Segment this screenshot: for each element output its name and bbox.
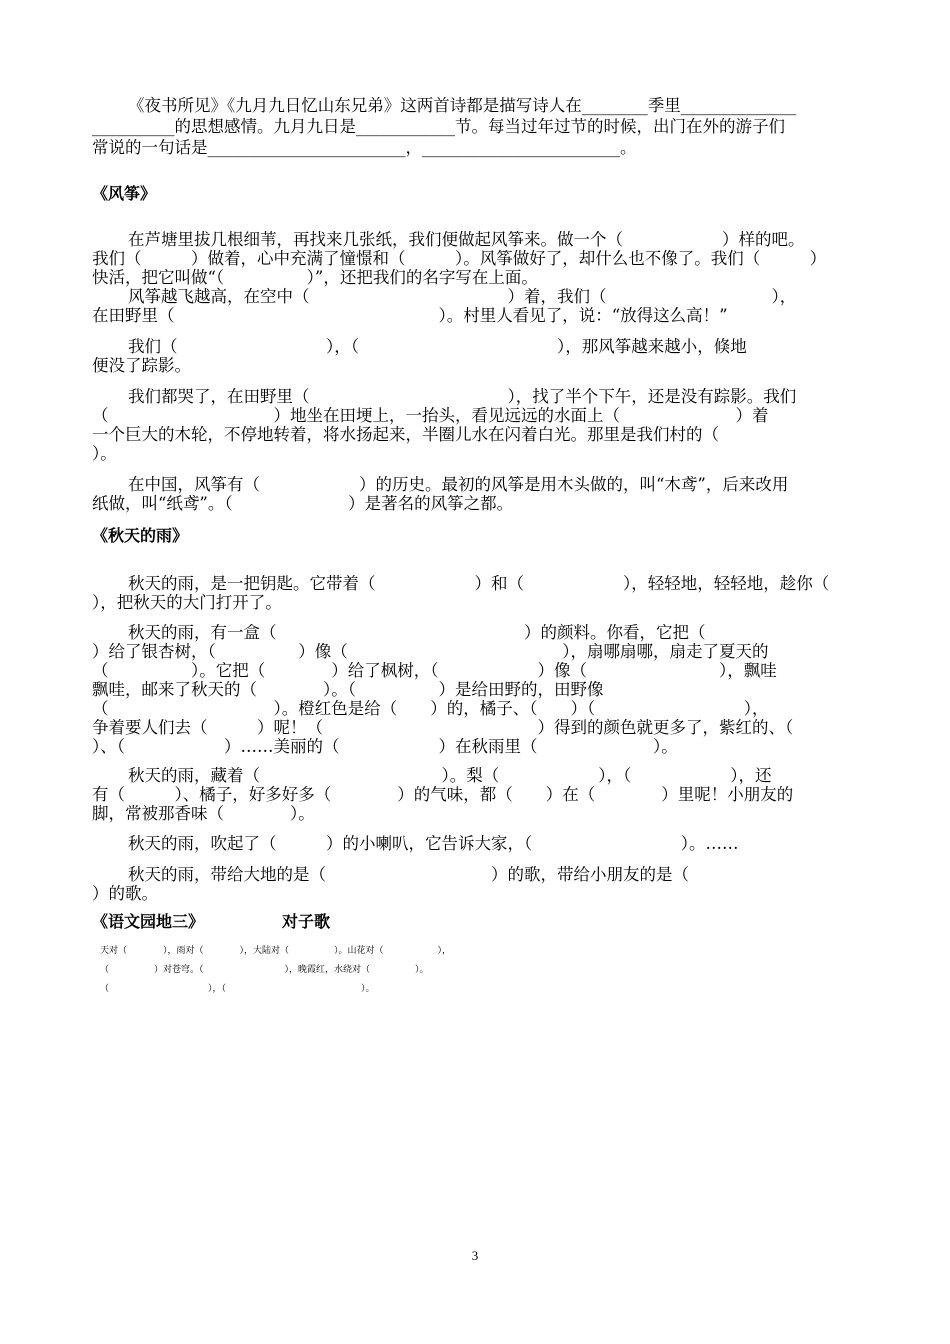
kite-line: 在田野里（ ）。村里人看见了，说：“放得这么高！” xyxy=(92,306,728,325)
rain-line: 秋天的雨，藏着（ ）。梨（ ），（ ），还 xyxy=(128,766,772,785)
section-title-autumn-rain: 《秋天的雨》 xyxy=(92,526,189,545)
page-number: 3 xyxy=(471,1248,479,1263)
rain-line: 争着要人们去（ ）呢！（ ）得到的颜色就更多了，紫红的、（ xyxy=(92,718,794,737)
rain-line: ）给了银杏树，（ ）像（ ），扇哪扇哪，扇走了夏天的 xyxy=(92,642,769,661)
kite-line: 风筝越飞越高，在空中（ ）着，我们（ ）， xyxy=(128,287,797,306)
rain-line: 飘哇，邮来了秋天的（ ）。（ ）是给田野的，田野像 xyxy=(92,680,604,699)
kite-line: 便没了踪影。 xyxy=(92,356,191,375)
intro-line: 《夜书所见》《九月九日忆山东兄弟》这两首诗都是描写诗人在________季里______________ xyxy=(128,96,797,115)
intro-line: 常说的一句话是________________________，________________________。 xyxy=(92,138,637,157)
section-title-garden: 《语文园地三》 xyxy=(92,912,205,931)
rain-line: （ ）。它把（ ）给了枫树，（ ）像（ ），飘哇 xyxy=(92,661,777,680)
intro-line: __________的思想感情。九月九日是____________节。每当过年过节的时候，出门在外的游子们 xyxy=(92,117,785,136)
rain-line: ），把秋天的大门打开了。 xyxy=(92,593,282,612)
rain-line: ）的歌。 xyxy=(92,884,158,903)
rain-line: （ ）。橙红色是给（ ）的，橘子、（ ）（ ）， xyxy=(92,699,769,718)
rain-line: 秋天的雨，吹起了（ ）的小喇叭，它告诉大家，（ ）。…… xyxy=(128,834,739,853)
kite-line: 纸做，叫“纸鸢”。（ ）是著名的风筝之都。 xyxy=(92,494,514,513)
rain-line: ）、（ ）……美丽的（ ）在秋雨里（ ）。 xyxy=(92,737,678,756)
kite-line: 一个巨大的木轮，不停地转着，将水扬起来，半圈儿水在闪着白光。那里是我们村的（ xyxy=(92,425,719,444)
rain-line: 秋天的雨，带给大地的是（ ）的歌，带给小朋友的是（ xyxy=(128,865,689,884)
couplet-line: （ ），（ ）。 xyxy=(100,984,375,994)
section-title-kite: 《风筝》 xyxy=(92,184,157,203)
section-subtitle-couplet-song: 对子歌 xyxy=(282,912,331,931)
kite-line: （ ）地坐在田埂上，一抬头，看见远远的水面上（ ）着 xyxy=(92,406,769,425)
kite-line: 我们都哭了，在田野里（ ），找了半个下午，还是没有踪影。我们 xyxy=(128,387,797,406)
kite-line: 在中国，风筝有（ ）的历史。最初的风筝是用木头做的，叫“木鸢”，后来改用 xyxy=(128,475,789,494)
couplet-line: （ ）对苍穹。（ ），晚霞红，水绕对（ ）。 xyxy=(100,965,429,975)
rain-line: 有（ ）、橘子，好多好多（ ）的气味，都（ ）在（ ）里呢！小朋友的 xyxy=(92,785,794,804)
kite-line: 快活，把它叫做“（ ）”，还把我们的名字写在上面。 xyxy=(92,268,538,287)
kite-line: 我们（ ）做着，心中充满了憧憬和（ ）。风筝做好了，却什么也不像了。我们（ ） xyxy=(92,249,827,268)
rain-line: 秋天的雨，是一把钥匙。它带着（ ）和（ ），轻轻地，轻轻地，趁你（ xyxy=(128,574,830,593)
couplet-line: 天对（ ），雨对（ ），大陆对（ ）。山花对（ ）， xyxy=(100,946,452,956)
kite-line: ）。 xyxy=(92,444,117,463)
rain-line: 脚，常被那香味（ ）。 xyxy=(92,804,315,823)
kite-line: 我们（ ），（ ），那风筝越来越小，倏地 xyxy=(128,337,747,356)
rain-line: 秋天的雨，有一盒（ ）的颜料。你看，它把（ xyxy=(128,623,706,642)
kite-line: 在芦塘里拔几根细苇，再找来几张纸，我们便做起风筝来。做一个（ ）样的吧。 xyxy=(128,230,805,249)
